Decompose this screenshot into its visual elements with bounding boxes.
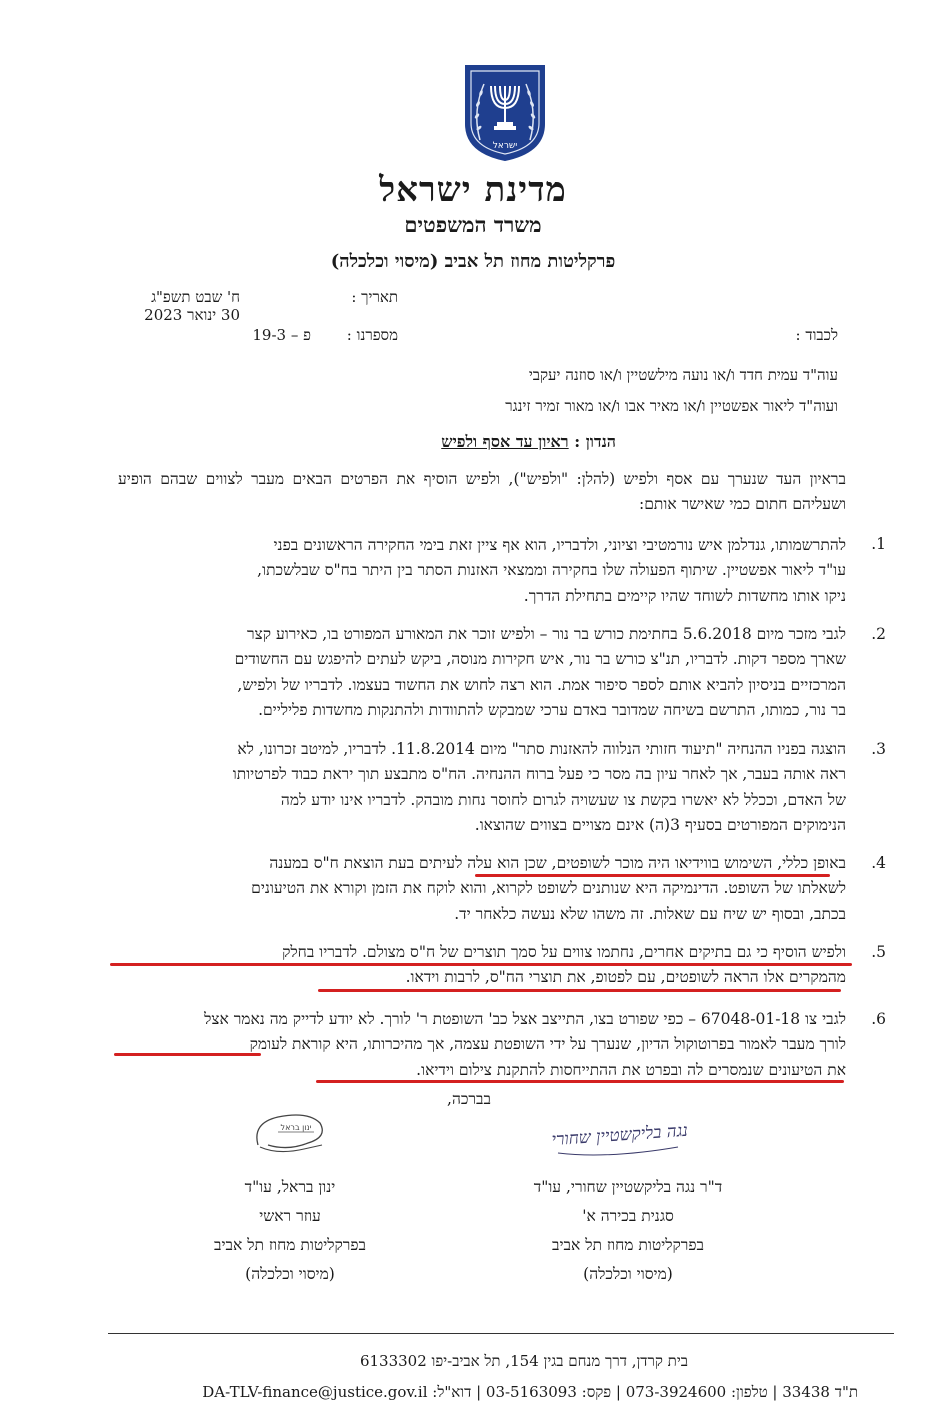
paragraph-line: ראה אותה בעבר, אך לאחר עיון בה מסר כי פעל ברוח ההנחיה. הח"ס מתבצע תוך יראת כבוד לפרטיותו bbox=[232, 765, 846, 784]
highlight-underline bbox=[110, 963, 852, 966]
highlight-underline bbox=[475, 874, 830, 877]
paragraph-line: הוצגה בפניו ההנחיה "תיעוד חזותי הנלווה להאזנות סתר" מיום 11.8.2014. לדבריו, למיטב זכרונו, לא bbox=[237, 740, 846, 758]
signer-title: סגנית בכירה א' bbox=[582, 1207, 674, 1225]
paragraph-6 bbox=[118, 1007, 846, 1083]
signer-name: ינון בראל, עו"ד bbox=[244, 1178, 336, 1196]
subject-text: ראיון עד אסף ולפיש bbox=[441, 432, 569, 451]
handwritten-signature-icon bbox=[538, 1113, 688, 1161]
paragraph-number: .6 bbox=[871, 1010, 886, 1028]
paragraph-number: .4 bbox=[871, 854, 886, 872]
reference-label: מספרנו : bbox=[346, 326, 398, 344]
paragraph-4 bbox=[118, 851, 846, 927]
reference-value: פ – 19-3 bbox=[252, 326, 311, 344]
paragraph-number: .1 bbox=[871, 535, 886, 553]
footer-divider bbox=[108, 1333, 894, 1334]
paragraph-1 bbox=[118, 533, 846, 609]
subject-label: הנדון : bbox=[574, 432, 616, 451]
date-label: תאריך : bbox=[351, 288, 398, 306]
footer-address: בית קרדן, דרך מנחם בגין 154, תל אביב-יפו 6133302 bbox=[359, 1352, 688, 1370]
recipient-line: עוה"ד עמית חדד ו/או נועה מילשטיין ו/או סוזנה יעקבי bbox=[528, 366, 838, 384]
footer-contact: ת"ד 33438 | טלפון: 073-3924600 | פקס: 03-5163093 | דוא"ל: DA-TLV-finance@justice.gov.il bbox=[202, 1383, 858, 1401]
highlight-underline bbox=[114, 1053, 261, 1056]
paragraph-line: של האדם, וככלל לא יאשרו בקשת צו שעשויה לגרום לחוסר נחות מובהק. לדבריו אינו יודע למה bbox=[280, 790, 846, 809]
signature-stamp-icon bbox=[248, 1105, 338, 1163]
signature-block-left bbox=[160, 1173, 420, 1289]
intro-paragraph: בראיון העד שנערך עם אסף ולפיש (להלן: "ולפיש"), ולפיש הוסיף את הפרטים הבאים מעבר לצווים שבהם הופיע ושעליהם חתום כמי שאישר אותם: bbox=[118, 470, 846, 514]
highlight-underline bbox=[318, 989, 841, 992]
paragraph-line: עו"ד ליאור אפשטיין. שיתוף הפעולה שלו בחקירה וממצאי האזנות הסתר בין היתר בח"ס שבלשכתו, bbox=[257, 561, 846, 580]
signer-title: עוזר ראשי bbox=[259, 1207, 321, 1225]
emblem-label: ישראל bbox=[492, 141, 518, 151]
paragraph-line: ולפיש הוסיף כי גם בתיקים אחרים, נחתמו צווים על סמך תוצרים של ח"ס מצולם. לדבריו בחלק bbox=[282, 943, 846, 961]
paragraph-line: להתרשמותו, גנדלמן איש נורמטיבי וציוני, ולדבריו, הוא אף ציין זאת בימי החקירה הראשונים בפני bbox=[273, 536, 846, 554]
stamp-label: ינון בראל bbox=[280, 1123, 312, 1132]
paragraph-number: .5 bbox=[871, 943, 886, 961]
paragraph-number: .2 bbox=[871, 625, 886, 643]
paragraph-line: מהמקרים אלו הראה לשופטים, עם לפטופ, את תוצרי הח"ס, לרבות וידאו. bbox=[405, 968, 846, 987]
to-label: לכבוד : bbox=[795, 326, 838, 344]
paragraph-line: המרכזיים בניסיון להביא אותם לספר סיפור אמת. הוא רצה לחוש את החשוד בעצמו. לדבריו של ולפיש, bbox=[237, 675, 846, 694]
paragraph-3 bbox=[118, 737, 846, 838]
paragraph-line: בכתב, ובסוף יש שיח עם שאלות. זה משהו שלא נעשה כלאחר יד. bbox=[454, 904, 846, 923]
signature-block-right bbox=[498, 1173, 758, 1289]
paragraph-line: לורך מעבר לאמור בפרוטוקול הדיון, שנערך על ידי השופטת עצמה, אך מהיכרותו, היא קוראת לעומק bbox=[249, 1035, 846, 1054]
office-name: פרקליטות מחוז תל אביב (מיסוי וכלכלה) bbox=[330, 251, 616, 272]
paragraph-line: באופן כללי, השימוש בווידיאו היה מוכר לשופטים, שכן הוא עלה לעיתים בעת הוצאת ח"ס במענה bbox=[269, 854, 846, 872]
date-gregorian: 30 ינואר 2023 bbox=[144, 306, 240, 324]
state-emblem-icon bbox=[462, 62, 548, 162]
signer-name: ד"ר נגה בליקשטיין שחורי, עו"ד bbox=[533, 1178, 723, 1196]
paragraph-line: לגבי מזכר מיום 5.6.2018 בחתימת כורש בר נור – ולפיש זוכר את המאורע המפורט בו, כאירוע קצר bbox=[247, 625, 846, 643]
highlight-underline bbox=[316, 1080, 844, 1083]
recipient-line: ועוה"ד ליאור אפשטיין ו/או מאיר אבו ו/או מאור זמיר זינגר bbox=[505, 397, 838, 415]
paragraph-line: לשאלתו של השופט. הדינמיקה היא שנותנים לשופט לקרוא, והוא לוקח את הזמן וקורא את הטיעונים bbox=[251, 879, 846, 898]
ministry-name: משרד המשפטים bbox=[404, 212, 542, 237]
paragraph-number: .3 bbox=[871, 740, 886, 758]
paragraph-line: הנימוקים המפורטים בסעיף 3(ה) אינם מצויים בצווים שהוצאו. bbox=[474, 815, 846, 834]
signer-department: (מיסוי וכלכלה) bbox=[245, 1265, 335, 1283]
signer-office: בפרקליטות מחוז תל אביב bbox=[551, 1236, 705, 1254]
paragraph-line: את הטיעונים שנמסרים לה ובפרט את ההתייחסות להתקנת צילום וידיאו. bbox=[416, 1060, 846, 1079]
closing-greeting: בברכה, bbox=[447, 1090, 491, 1108]
paragraph-line: שארך מספר דקות. לדבריו, תנ"צ כורש בר נור, איש חקירות מנוסה, ביקש לעתים להיפגש עם החשודים bbox=[234, 650, 846, 669]
paragraph-line: ניקו אותו מחשדות לשוחד שהיו קיימים בתחילת הדרך. bbox=[523, 586, 846, 605]
handwriting-label: נגה בליקשטיין שחורי bbox=[550, 1120, 688, 1151]
paragraph-2 bbox=[118, 622, 846, 723]
government-title: מדינת ישראל bbox=[379, 170, 567, 210]
paragraph-line: בר נור, כמותו, התרשם בשיחה שמדובר באדם ערכי שמבקש להתוודות ולהתנקות מחשדות פליליים. bbox=[258, 700, 846, 719]
date-hebrew: ח' שבט תשפ"ג bbox=[151, 288, 240, 306]
paragraph-line: לגבי צו 67048-01-18 – כפי שפורט בצו, התייצב אצל כב' השופטת ר' לורך. לא יודע לדייק מה נאמר אצל bbox=[204, 1010, 846, 1028]
subject-line bbox=[441, 432, 616, 452]
signer-office: בפרקליטות מחוז תל אביב bbox=[213, 1236, 367, 1254]
signer-department: (מיסוי וכלכלה) bbox=[583, 1265, 673, 1283]
